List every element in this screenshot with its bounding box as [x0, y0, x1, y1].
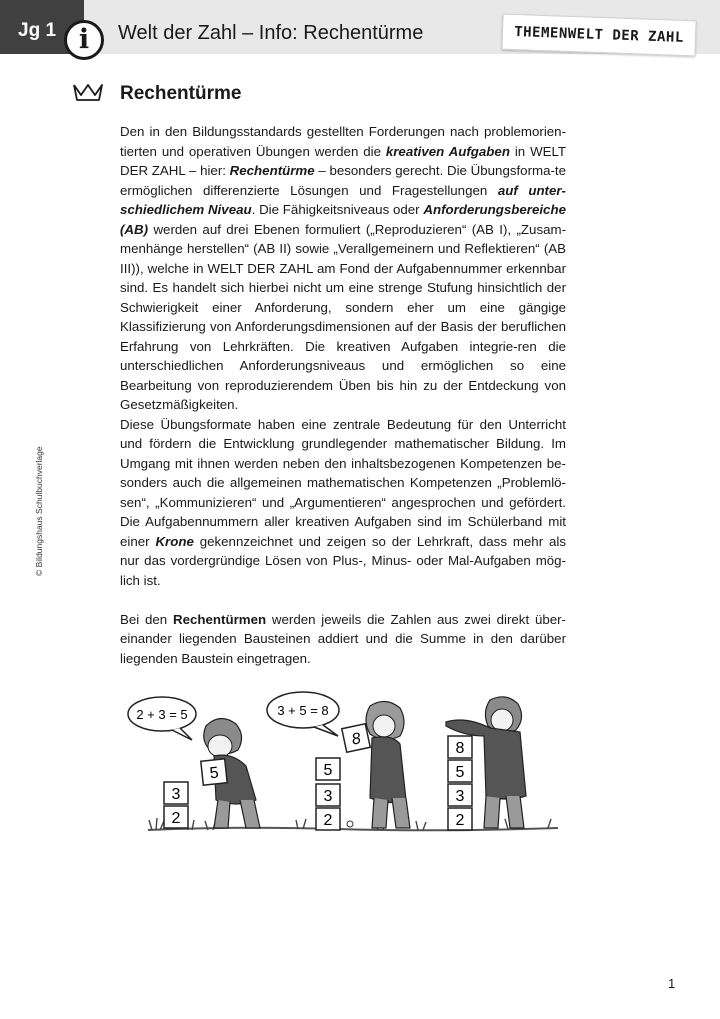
held-block: [342, 724, 370, 752]
tower-block: 8: [455, 740, 465, 757]
bubble-text: 2 + 3 = 5: [136, 707, 188, 722]
rechenturm-illustration: [118, 688, 568, 838]
tower-block: 3: [171, 786, 181, 803]
tower-block: 5: [323, 762, 333, 779]
bubble-text: 3 + 5 = 8: [277, 703, 329, 718]
paragraph-2: Diese Übungsformate haben eine zentrale Bedeutung für den Unterricht und fördern die Entwicklung grundlegender mathematischer Bildung. Im Umgang mit ihnen werden neben den inhaltsbezogenen Kompetenzen be-sonders auch die allgemeinen mathematischen Kompetenzen „Problemlö-sen“, „Kommunizieren“ und „Argumentieren“ angesprochen und gefördert. Die Aufgabennummern aller kreativen Aufgaben sind im Schülerband mit einer Krone gekennzeichnet und zeigen so der Lehrkraft, dass mehr als nur das vordergründige Lösen von Plus-, Minus- oder Mal-Aufgaben mög-lich ist.: [120, 416, 566, 588]
tower-block: 2: [171, 810, 181, 827]
section-heading: Rechentürme: [120, 83, 242, 104]
crown-icon: [72, 82, 104, 102]
tower: [316, 758, 340, 830]
snail-icon: [347, 821, 353, 827]
theme-badge: THEMENWELT DER ZAHL: [501, 14, 696, 57]
tower-block: 3: [455, 788, 465, 805]
svg-text:5: 5: [208, 764, 220, 783]
paragraph-3: Bei den Rechentürmen werden jeweils die Zahlen aus zwei direkt über-einander liegenden Bausteinen addiert und die Summe in den darüber liegenden Baustein eingetragen.: [120, 611, 566, 666]
tower-block: 2: [323, 812, 333, 829]
tower: [448, 736, 472, 830]
boy-figure: [366, 701, 410, 828]
speech-bubble: [267, 692, 339, 736]
copyright-notice: © Bildungshaus Schulbuchverlage: [34, 446, 44, 576]
speech-bubble: [128, 697, 196, 740]
page-number: 1: [668, 976, 676, 991]
tower-block: 2: [455, 812, 465, 829]
tower-block: 3: [323, 788, 333, 805]
page-title: Welt der Zahl – Info: Rechentürme: [118, 22, 424, 44]
held-block: [201, 759, 227, 785]
paragraph-1: Den in den Bildungsstandards gestellten Forderungen nach problemorien-tierten und operativen Übungen werden die kreativen Aufgaben in WELT DER ZAHL – hier: Rechentürme – besonders gerecht. Die Übungsforma-te ermöglichen differenzierte Lösungen und Fragestellungen auf unter-schiedlichem Niveau. Die Fähigkeitsniveaus oder Anforderungsbereiche (AB) werden auf drei Ebenen formuliert („Reproduzieren“ (AB I), „Zusam-menhänge herstellen“ (AB II) sowie „Verallgemeinern und Reflektieren“ (AB III)), welche in WELT DER ZAHL am Fond der Aufgabennummer erkennbar sind. Es handelt sich hierbei nicht um eine strenge Stufung hinsichtlich der Schwierigkeit einer Anforderung, sondern eher um eine gängige Klassifizierung von Anforderungsdimensionen auf der Basis der beruflichen Erfahrung von Lehrkräften. Die kreativen Aufgaben integrie-ren die unterschiedlichen Anforderungsniveaus und ermöglichen so eine Bearbeitung von reproduzierendem Üben bis hin zu der Entdeckung von Gesetzmäßigkeiten.: [120, 124, 567, 412]
body-text: [120, 122, 566, 668]
info-icon: i: [64, 20, 104, 60]
tower: [164, 782, 188, 828]
svg-text:8: 8: [350, 730, 363, 749]
grade-label: Jg 1: [18, 20, 57, 41]
tower-block: 5: [455, 764, 465, 781]
